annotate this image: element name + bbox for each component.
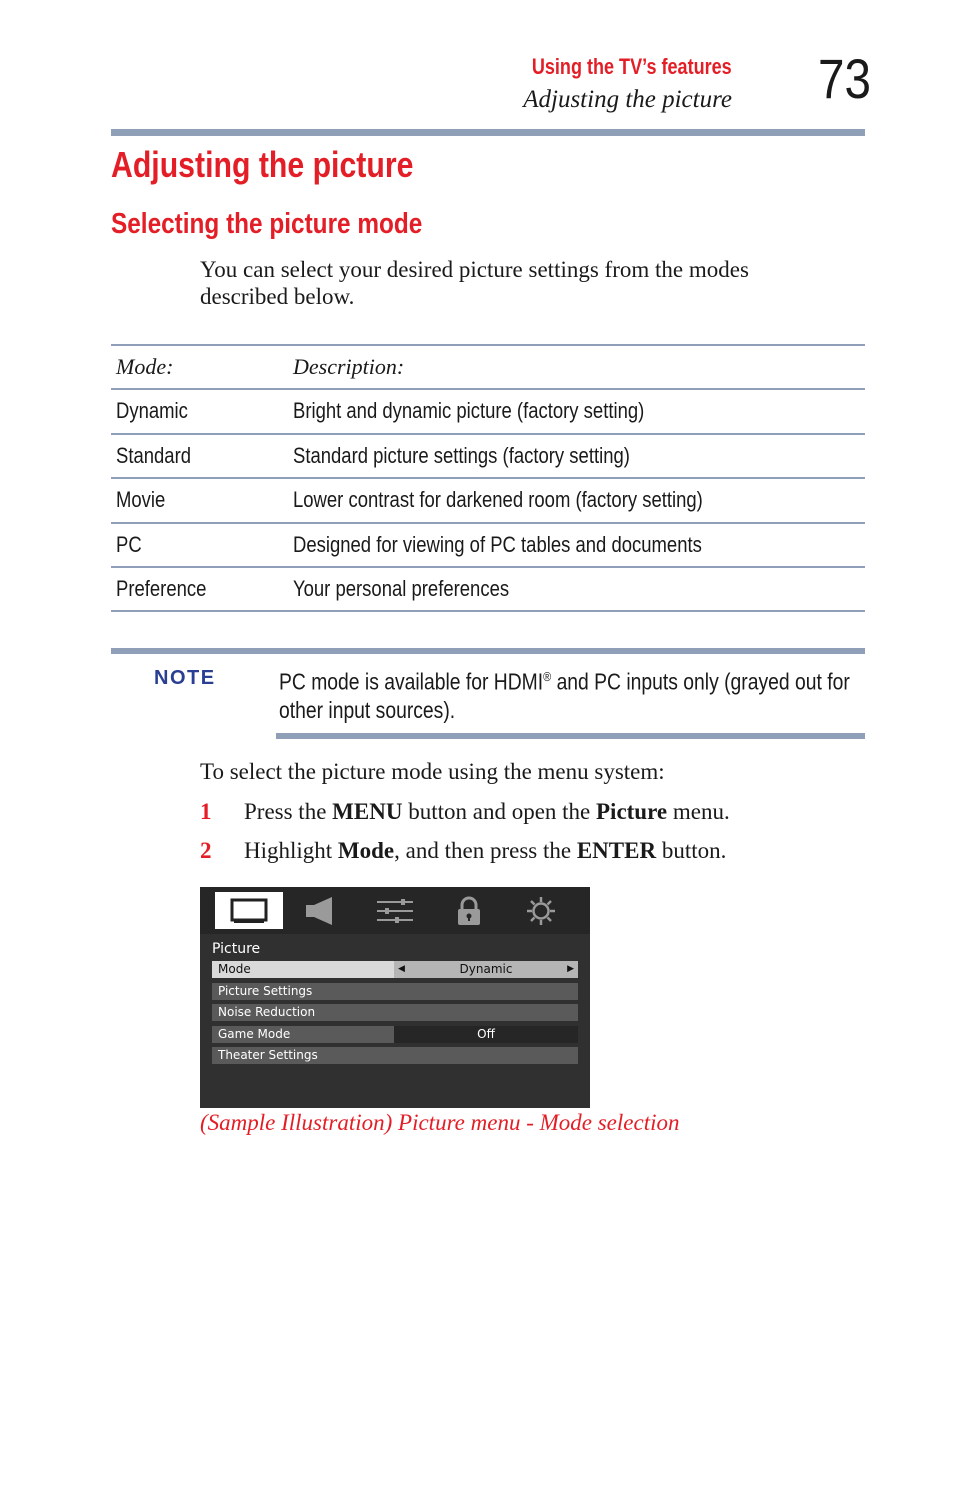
header-section: Adjusting the picture [523,86,732,113]
tv-row-label: Picture Settings [218,984,313,998]
registered-mark: ® [543,669,552,684]
table-cell-description: Designed for viewing of PC tables and documents [293,531,702,557]
arrow-left-icon[interactable]: ◀ [398,964,405,974]
table-header-row [111,346,865,390]
header-chapter: Using the TV’s features [532,54,732,79]
page-number: 73 [818,47,871,110]
step-text-part: button and open the [402,799,596,824]
step-number: 2 [200,838,212,863]
tv-row-label: Noise Reduction [218,1005,316,1019]
step-text-part: , and then press the [394,838,577,863]
mode-table [111,344,865,612]
tv-row-label: Theater Settings [218,1048,318,1062]
instructions-lead: To select the picture mode using the menu system: [200,759,665,784]
step-keyword: Mode [337,838,395,863]
audio-icon [287,892,355,929]
table-row [111,479,865,523]
step-keyword: ENTER [576,838,657,863]
arrow-right-icon[interactable]: ▶ [567,964,574,974]
table-row [111,390,865,434]
tv-row-label: Game Mode [218,1027,291,1041]
table-row [111,435,865,479]
tv-menu-row-noise-reduction[interactable] [212,1004,578,1021]
step-text [244,799,730,825]
table-cell-mode: PC [116,531,142,557]
step-keyword: Picture [596,799,668,824]
table-row [111,568,865,612]
table-cell-description: Standard picture settings (factory setting) [293,442,630,468]
tv-menu-row-theater-settings[interactable] [212,1047,578,1064]
intro-paragraph: You can select your desired picture settings from the modes described below. [200,257,749,309]
game-mode-value: Off [477,1027,495,1041]
note-text-part: and PC inputs only (grayed out for other input sources). [279,668,850,723]
note-top-rule [111,648,865,654]
tv-icon-bar [200,887,590,934]
tv-menu-row-picture-settings[interactable] [212,983,578,1000]
note-text-part: PC mode is available for HDMI [279,668,544,695]
tv-menu-row-mode[interactable] [212,961,578,978]
table-cell-mode: Movie [116,487,166,513]
figure-caption: (Sample Illustration) Picture menu - Mode selection [200,1110,680,1135]
lock-icon [435,892,503,929]
picture-icon [215,892,283,929]
step-text-part: button. [656,838,727,863]
step-text-part: Highlight [244,838,338,863]
preferences-icon [361,892,429,929]
mode-value: Dynamic [459,962,513,976]
table-cell-description: Lower contrast for darkened room (factory setting) [293,487,703,513]
table-cell-mode: Preference [116,575,207,601]
note-text [279,663,867,724]
table-cell-description: Your personal preferences [293,575,510,601]
table-header-mode: Mode: [116,354,174,379]
note-label: NOTE [154,667,216,689]
page-title: Adjusting the picture [111,144,414,185]
setup-icon [507,892,575,929]
step-text-part: menu. [667,799,730,824]
table-cell-mode: Dynamic [116,398,188,424]
tv-row-label: Mode [218,962,251,976]
note-bottom-rule [276,733,865,739]
step-text [244,838,726,864]
tv-menu-title: Picture [212,941,261,957]
table-cell-mode: Standard [116,442,192,468]
step-number: 1 [200,799,212,824]
table-header-description: Description: [293,354,405,379]
tv-menu-row-game-mode[interactable] [212,1026,578,1043]
step-keyword: MENU [332,799,403,824]
table-cell-description: Bright and dynamic picture (factory setting) [293,398,645,424]
game-mode-value-box[interactable] [394,1026,578,1043]
top-rule [111,129,865,136]
mode-selector[interactable] [394,961,578,978]
section-title: Selecting the picture mode [111,208,423,240]
table-row [111,524,865,568]
step-text-part: Press the [244,799,333,824]
tv-menu-illustration [200,887,590,1108]
